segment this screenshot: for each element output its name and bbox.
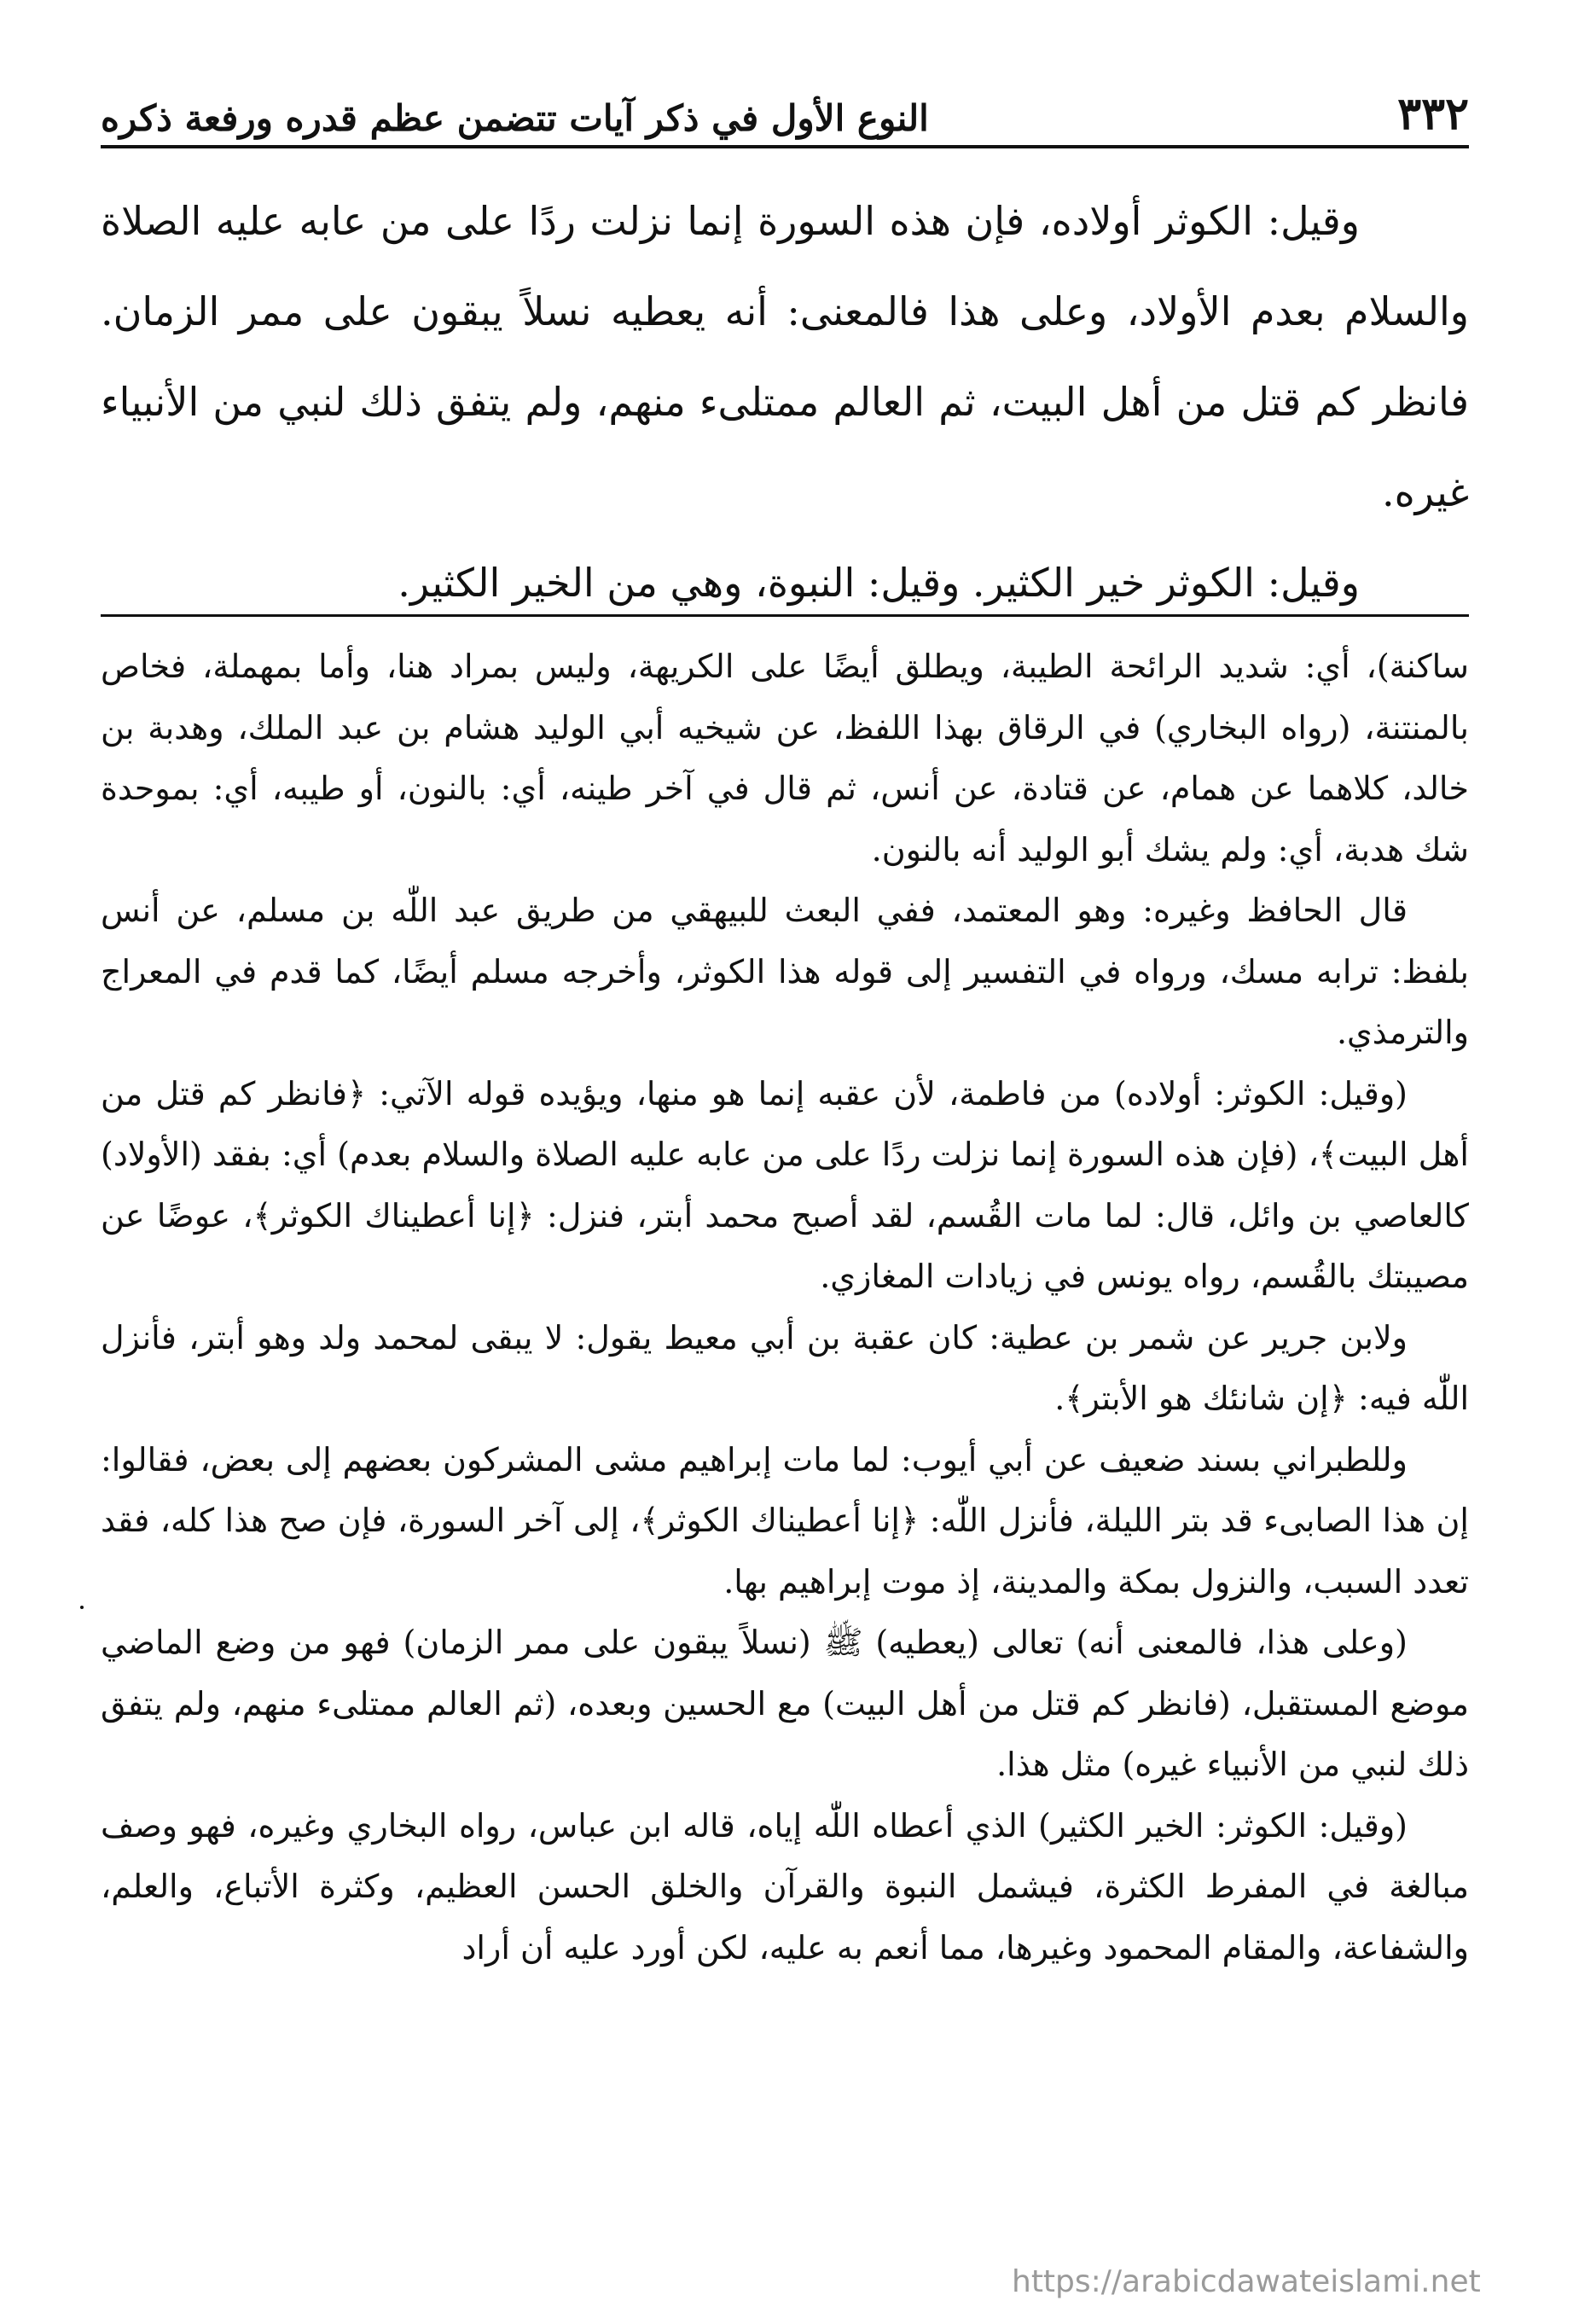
running-title: النوع الأول في ذكر آيات تتضمن عظم قدره ورفعة ذكره bbox=[101, 97, 929, 139]
page-header bbox=[101, 78, 1469, 148]
main-paragraph: وقيل: الكوثر خير الكثير. وقيل: النبوة، وهي من الخير الكثير. bbox=[398, 560, 1360, 606]
watermark-url: https://arabicdawateislami.net bbox=[1012, 2264, 1481, 2299]
commentary-paragraph: (وقيل: الكوثر: الخير الكثير) الذي أعطاه اللّٰه إياه، قاله ابن عباس، رواه البخاري وغيره، فهو وصف مبالغة في المفرط الكثرة، فيشمل النبوة والقرآن والخلق الحسن العظيم، وكثرة الأتباع، والعلم، والشفاعة، والمقام المحمود وغيرها، مما أنعم به عليه، لكن أورد عليه أن أراد bbox=[101, 1806, 1469, 1967]
commentary-paragraph: (وعلى هذا، فالمعنى أنه) تعالى (يعطيه) ﷺ (نسلاً يبقون على ممر الزمان) فهو من وضع الماضي موضع المستقبل، (فانظر كم قتل من أهل البيت) مع الحسين وبعده، (ثم العالم ممتلىء منهم، ولم يتفق ذلك لنبي من الأنبياء غيره) مثل هذا. bbox=[101, 1624, 1469, 1783]
footnote-divider bbox=[101, 614, 1469, 617]
commentary-paragraph: (وقيل: الكوثر: أولاده) من فاطمة، لأن عقبه إنما هو منها، ويؤيده قوله الآتي: ﴿فانظر كم قتل من أهل البيت﴾، (فإن هذه السورة إنما نزلت ردًا على من عابه عليه الصلاة والسلام بعدم) أي: بفقد (الأولاد) كالعاصي بن وائل، قال: لما مات القُسم، لقد أصبح محمد أبتر، فنزل: ﴿إنا أعطيناك الكوثر﴾، عوضًا عن مصيبتك بالقُسم، رواه يونس في زيادات المغازي. bbox=[101, 1074, 1469, 1295]
commentary-text bbox=[101, 636, 1469, 1978]
page-number: ٣٣٢ bbox=[1397, 88, 1469, 140]
commentary-paragraph: ساكنة)، أي: شديد الرائحة الطيبة، ويطلق أيضًا على الكريهة، وليس بمراد هنا، وأما بمهملة، فخاص بالمنتنة، (رواه البخاري) في الرقاق بهذا اللفظ، عن شيخيه أبي الوليد هشام بن عبد الملك، وهدبة بن خالد، كلاهما عن همام، عن قتادة، عن أنس، ثم قال في آخر طينه، أي: بالنون، أو طيبه، أي: بموحدة شك هدبة، أي: ولم يشك أبو الوليد أنه بالنون. bbox=[101, 648, 1469, 869]
commentary-paragraph: وللطبراني بسند ضعيف عن أبي أيوب: لما مات إبراهيم مشى المشركون بعضهم إلى بعض، فقالوا: إن هذا الصابىء قد بتر الليلة، فأنزل اللّٰه: ﴿إنا أعطيناك الكوثر﴾، إلى آخر السورة، فإن صح هذا كله، فقد تعدد السبب، والنزول بمكة والمدينة، إذ موت إبراهيم بها. bbox=[101, 1440, 1469, 1601]
main-paragraph: وقيل: الكوثر أولاده، فإن هذه السورة إنما نزلت ردًا على من عابه عليه الصلاة والسلام بعدم الأولاد، وعلى هذا فالمعنى: أنه يعطيه نسلاً يبقون على ممر الزمان. فانظر كم قتل من أهل البيت، ثم العالم ممتلىء منهم، ولم يتفق ذلك لنبي من الأنبياء غيره. bbox=[101, 198, 1469, 515]
scan-speck bbox=[80, 1606, 84, 1609]
main-text bbox=[101, 176, 1469, 628]
commentary-paragraph: ولابن جرير عن شمر بن عطية: كان عقبة بن أبي معيط يقول: لا يبقى لمحمد ولد وهو أبتر، فأنزل اللّٰه فيه: ﴿إن شانئك هو الأبتر﴾. bbox=[101, 1318, 1469, 1417]
commentary-paragraph: قال الحافظ وغيره: وهو المعتمد، ففي البعث للبيهقي من طريق عبد اللّٰه بن مسلم، عن أنس بلفظ: ترابه مسك، ورواه في التفسير إلى قوله هذا الكوثر، وأخرجه مسلم أيضًا، كما قدم في المعراج والترمذي. bbox=[101, 892, 1469, 1051]
